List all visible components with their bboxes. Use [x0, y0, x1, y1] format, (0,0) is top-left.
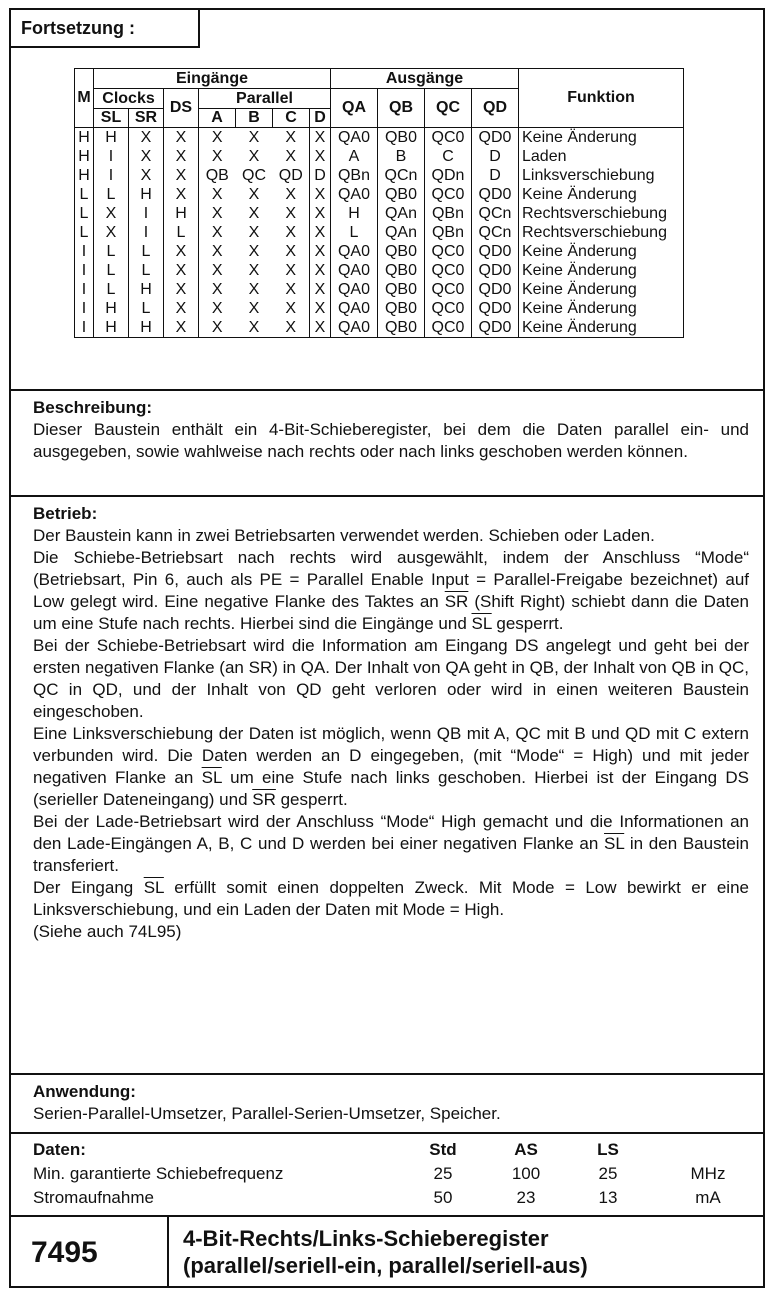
- cell-d: X: [310, 185, 331, 204]
- cell-qc: QC0: [425, 242, 472, 261]
- part-number: 7495: [11, 1217, 169, 1288]
- cell-c: QD: [278, 166, 303, 184]
- daten-row1-as: 100: [511, 1164, 541, 1183]
- beschreibung-text: Dieser Baustein enthält ein 4-Bit-Schieberegister, bei dem die Daten parallel ein- und ausgegeben, sowie wahlweise nach rechts oder nach links geschoben werden können.: [33, 420, 749, 461]
- daten-section: [11, 1132, 763, 1216]
- table-row: [75, 223, 684, 242]
- cell-function: Keine Änderung: [519, 299, 684, 318]
- cell-ds: X: [164, 280, 199, 299]
- cell-qa: L: [331, 223, 378, 242]
- col-b: B: [236, 109, 273, 128]
- cell-function: Keine Änderung: [519, 185, 684, 204]
- cell-qd: QD0: [472, 242, 519, 261]
- cell-a: X: [199, 185, 236, 204]
- cell-d: X: [310, 223, 331, 242]
- cell-qa: QA0: [331, 185, 378, 204]
- cell-qd: D: [472, 147, 519, 166]
- cell-sr: H: [129, 185, 164, 204]
- cell-b: X: [248, 185, 260, 203]
- cell-ds: X: [164, 318, 199, 338]
- cell-b: QC: [242, 166, 266, 184]
- cell-a: X: [199, 299, 236, 318]
- cell-a: X: [199, 128, 236, 148]
- cell-m: I: [75, 318, 94, 338]
- cell-b: X: [248, 147, 260, 165]
- cell-function: Rechtsverschiebung: [519, 204, 684, 223]
- cell-b: X: [248, 280, 260, 298]
- cell-qc: QC0: [425, 318, 472, 338]
- daten-row2-std: 50: [433, 1188, 453, 1207]
- cell-a: X: [199, 318, 236, 338]
- cell-d: X: [310, 128, 331, 148]
- cell-m: L: [75, 223, 94, 242]
- cell-qc: QC0: [425, 128, 472, 148]
- table-row: [75, 147, 684, 166]
- cell-qb: QB0: [378, 242, 425, 261]
- cell-a: X: [199, 147, 236, 166]
- cell-function: Keine Änderung: [519, 261, 684, 280]
- cell-m: H: [75, 166, 94, 185]
- col-a: A: [199, 109, 236, 128]
- betrieb-paragraph-7: (Siehe auch 74L95): [33, 922, 182, 941]
- cell-c: X: [285, 185, 297, 203]
- daten-row2-as: 23: [516, 1188, 536, 1207]
- betrieb-paragraph-4: Eine Linksverschiebung der Daten ist möglich, wenn QB mit A, QC mit B und QD mit C extern verbunden wird. Die Daten werden an D eingegeben, (mit “Mode“ = High) und mit jeder negativen Flanke an $\overline{SL}$ um eine Stufe nach links geschoben. Hierbei ist der Eingang DS (serieller Dateneingang) und $\overline{SR}$ gesperrt.: [33, 724, 749, 809]
- cell-sl: X: [94, 204, 129, 223]
- footer-title: [183, 1225, 588, 1279]
- col-sr: $\overline{SR}$: [129, 109, 164, 128]
- cell-qb: QB0: [378, 261, 425, 280]
- table-row: [75, 299, 684, 318]
- cell-function: Laden: [519, 147, 684, 166]
- cell-ds: X: [164, 166, 199, 185]
- cell-d: D: [310, 166, 331, 185]
- cell-qd: QD0: [472, 128, 519, 148]
- footer-title-line-2: (parallel/seriell-ein, parallel/seriell-aus): [183, 1253, 588, 1278]
- cell-sl: I: [94, 166, 129, 185]
- cell-qb: QB0: [378, 185, 425, 204]
- cell-qb: QAn: [378, 204, 425, 223]
- cell-ds: X: [164, 242, 199, 261]
- cell-b: X: [248, 204, 260, 222]
- cell-qa: QA0: [331, 261, 378, 280]
- cell-sr: L: [129, 261, 164, 280]
- table-row: [75, 280, 684, 299]
- anwendung-section: [11, 1073, 763, 1133]
- betrieb-paragraph-6: Der Eingang $\overline{SL}$ erfüllt somit einen doppelten Zweck. Mit Mode = Low bewirkt er eine Linksverschiebung, und ein Laden der Daten mit Mode = High.: [33, 878, 749, 919]
- cell-m: H: [75, 147, 94, 166]
- cell-sr: L: [129, 242, 164, 261]
- anwendung-heading: Anwendung:: [33, 1082, 136, 1101]
- cell-qd: QD0: [472, 299, 519, 318]
- daten-row1-ls: 25: [598, 1164, 618, 1183]
- cell-function: Rechtsverschiebung: [519, 223, 684, 242]
- cell-c: X: [285, 223, 297, 241]
- cell-qc: QC0: [425, 280, 472, 299]
- cell-c: X: [285, 242, 297, 260]
- table-row: [75, 242, 684, 261]
- cell-c: X: [285, 261, 297, 279]
- cell-d: X: [310, 204, 331, 223]
- betrieb-section: [11, 495, 763, 1073]
- truth-table: [74, 68, 684, 338]
- daten-row1-label: Min. garantierte Schiebefrequenz: [33, 1164, 284, 1183]
- daten-row2-unit: mA: [695, 1188, 721, 1207]
- betrieb-paragraph-2: Die Schiebe-Betriebsart nach rechts wird ausgewählt, indem der Anschluss “Mode“ (Betriebsart, Pin 6, auch als PE = Parallel Enable Input = Parallel-Freigabe bezeichnet) auf Low gelegt wird. Eine negative Flanke des Taktes an $\overline{SR}$ (Shift Right) schiebt dann die Daten um eine Stufe nach rechts. Hierbei sind die Eingänge und $\overline{SL}$ gesperrt.: [33, 548, 749, 633]
- cell-qc: QDn: [425, 166, 472, 185]
- clocks-header: Clocks: [94, 89, 164, 109]
- col-m: M: [75, 69, 94, 128]
- col-function: Funktion: [519, 69, 684, 128]
- cell-sl: H: [94, 128, 129, 148]
- cell-a: X: [199, 280, 236, 299]
- cell-qa: QBn: [331, 166, 378, 185]
- cell-b: X: [248, 242, 260, 260]
- cell-d: X: [310, 299, 331, 318]
- cell-qa: QA0: [331, 318, 378, 338]
- cell-sl: L: [94, 261, 129, 280]
- cell-qd: D: [472, 166, 519, 185]
- cell-b: X: [248, 223, 260, 241]
- cell-sl: X: [94, 223, 129, 242]
- daten-row2-label: Stromaufnahme: [33, 1188, 154, 1207]
- cell-qc: QBn: [425, 223, 472, 242]
- cell-c: X: [285, 280, 297, 298]
- cell-ds: X: [164, 147, 199, 166]
- cell-sl: H: [94, 299, 129, 318]
- cell-m: H: [75, 128, 94, 148]
- cell-m: L: [75, 204, 94, 223]
- cell-c: X: [285, 299, 297, 317]
- anwendung-text: Serien-Parallel-Umsetzer, Parallel-Serien-Umsetzer, Speicher.: [33, 1104, 501, 1123]
- cell-qa: QA0: [331, 128, 378, 148]
- cell-qc: QC0: [425, 185, 472, 204]
- daten-row1-unit: MHz: [690, 1164, 726, 1183]
- betrieb-paragraph-5: Bei der Lade-Betriebsart wird der Anschluss “Mode“ High gemacht und die Informationen an den Lade-Eingängen A, B, C und D werden bei einer negativen Flanke an $\overline{SL}$ in den Baustein transferiert.: [33, 812, 750, 875]
- cell-c: X: [285, 128, 297, 146]
- cell-ds: H: [164, 204, 199, 223]
- cell-a: X: [199, 242, 236, 261]
- cell-m: L: [75, 185, 94, 204]
- cell-qa: QA0: [331, 242, 378, 261]
- col-qa: QA: [331, 89, 378, 128]
- cell-d: X: [310, 280, 331, 299]
- beschreibung-heading: Beschreibung:: [33, 398, 153, 417]
- cell-sl: L: [94, 185, 129, 204]
- col-d: D: [310, 109, 331, 128]
- cell-qb: QAn: [378, 223, 425, 242]
- cell-qa: H: [331, 204, 378, 223]
- cell-a: X: [199, 223, 236, 242]
- cell-sl: I: [94, 147, 129, 166]
- cell-a: X: [199, 204, 236, 223]
- cell-sr: X: [129, 166, 164, 185]
- cell-qc: QBn: [425, 204, 472, 223]
- cell-sr: X: [129, 147, 164, 166]
- cell-qd: QD0: [472, 185, 519, 204]
- table-row: [75, 166, 684, 185]
- cell-qb: B: [378, 147, 425, 166]
- cell-qd: QD0: [472, 318, 519, 338]
- cell-function: Linksverschiebung: [519, 166, 684, 185]
- truth-table-body: [75, 128, 684, 338]
- cell-c: X: [285, 204, 297, 222]
- cell-d: X: [310, 147, 331, 166]
- col-qc: QC: [425, 89, 472, 128]
- cell-sr: X: [129, 128, 164, 148]
- table-row: [75, 261, 684, 280]
- col-c: C: [273, 109, 310, 128]
- table-row: [75, 204, 684, 223]
- cell-sr: L: [129, 299, 164, 318]
- cell-qa: A: [331, 147, 378, 166]
- cell-qc: QC0: [425, 299, 472, 318]
- betrieb-heading: Betrieb:: [33, 504, 98, 523]
- cell-c: X: [285, 147, 297, 165]
- cell-m: I: [75, 261, 94, 280]
- cell-function: Keine Änderung: [519, 242, 684, 261]
- cell-function: Keine Änderung: [519, 318, 684, 338]
- daten-heading: Daten:: [33, 1140, 86, 1159]
- cell-ds: X: [164, 299, 199, 318]
- cell-qb: QB0: [378, 128, 425, 148]
- continuation-header: Fortsetzung :: [9, 8, 200, 48]
- daten-row2-ls: 13: [598, 1188, 618, 1207]
- col-qd: QD: [472, 89, 519, 128]
- cell-qa: QA0: [331, 280, 378, 299]
- col-qb: QB: [378, 89, 425, 128]
- daten-col-as: AS: [514, 1140, 538, 1159]
- cell-qa: QA0: [331, 299, 378, 318]
- table-row: [75, 128, 684, 148]
- daten-col-std: Std: [429, 1140, 457, 1159]
- cell-ds: X: [164, 185, 199, 204]
- cell-b: X: [236, 318, 273, 338]
- col-ds: DS: [164, 89, 199, 128]
- footer-title-line-1: 4-Bit-Rechts/Links-Schieberegister: [183, 1226, 549, 1251]
- cell-sr: H: [129, 318, 164, 338]
- cell-function: Keine Änderung: [519, 128, 684, 148]
- cell-a: X: [199, 261, 236, 280]
- cell-qb: QB0: [378, 318, 425, 338]
- cell-ds: X: [164, 128, 199, 148]
- cell-d: X: [310, 261, 331, 280]
- cell-qb: QB0: [378, 280, 425, 299]
- cell-sr: I: [129, 223, 164, 242]
- cell-sr: H: [129, 280, 164, 299]
- cell-qb: QB0: [378, 299, 425, 318]
- cell-b: X: [248, 299, 260, 317]
- cell-qd: QCn: [472, 204, 519, 223]
- footer: [11, 1215, 763, 1288]
- cell-d: X: [310, 242, 331, 261]
- cell-qd: QD0: [472, 261, 519, 280]
- cell-b: X: [248, 128, 260, 146]
- table-row: [75, 185, 684, 204]
- betrieb-paragraph-3: Bei der Schiebe-Betriebsart wird die Information am Eingang DS angelegt und geht bei der ersten negativen Flanke (an SR) in QA. Der Inhalt von QA geht in QB, der Inhalt von QB in QC, QC in QD, und der Inhalt von QD geht verloren oder wird in einen weiteren Baustein eingeschoben.: [33, 636, 749, 721]
- betrieb-paragraph-1: Der Baustein kann in zwei Betriebsarten verwendet werden. Schieben oder Laden.: [33, 526, 655, 545]
- cell-qd: QCn: [472, 223, 519, 242]
- col-sl: $\overline{SL}$: [94, 109, 129, 128]
- cell-sl: H: [94, 318, 129, 338]
- cell-sr: I: [129, 204, 164, 223]
- cell-sl: L: [94, 242, 129, 261]
- cell-qc: QC0: [425, 261, 472, 280]
- cell-ds: L: [164, 223, 199, 242]
- cell-c: X: [273, 318, 310, 338]
- cell-m: I: [75, 280, 94, 299]
- cell-a: QB: [199, 166, 236, 185]
- cell-sl: L: [94, 280, 129, 299]
- daten-col-ls: LS: [597, 1140, 619, 1159]
- cell-qb: QCn: [378, 166, 425, 185]
- cell-qc: C: [425, 147, 472, 166]
- parallel-header: Parallel: [199, 89, 331, 109]
- group-outputs: Ausgänge: [331, 69, 519, 89]
- daten-row1-std: 25: [433, 1164, 453, 1183]
- cell-d: X: [310, 318, 331, 338]
- datasheet-page: [9, 8, 765, 1288]
- table-row: [75, 318, 684, 338]
- cell-function: Keine Änderung: [519, 280, 684, 299]
- cell-qd: QD0: [472, 280, 519, 299]
- group-inputs: Eingänge: [94, 69, 331, 89]
- beschreibung-section: [11, 389, 763, 495]
- cell-m: I: [75, 242, 94, 261]
- cell-m: I: [75, 299, 94, 318]
- cell-ds: X: [164, 261, 199, 280]
- cell-b: X: [248, 261, 260, 279]
